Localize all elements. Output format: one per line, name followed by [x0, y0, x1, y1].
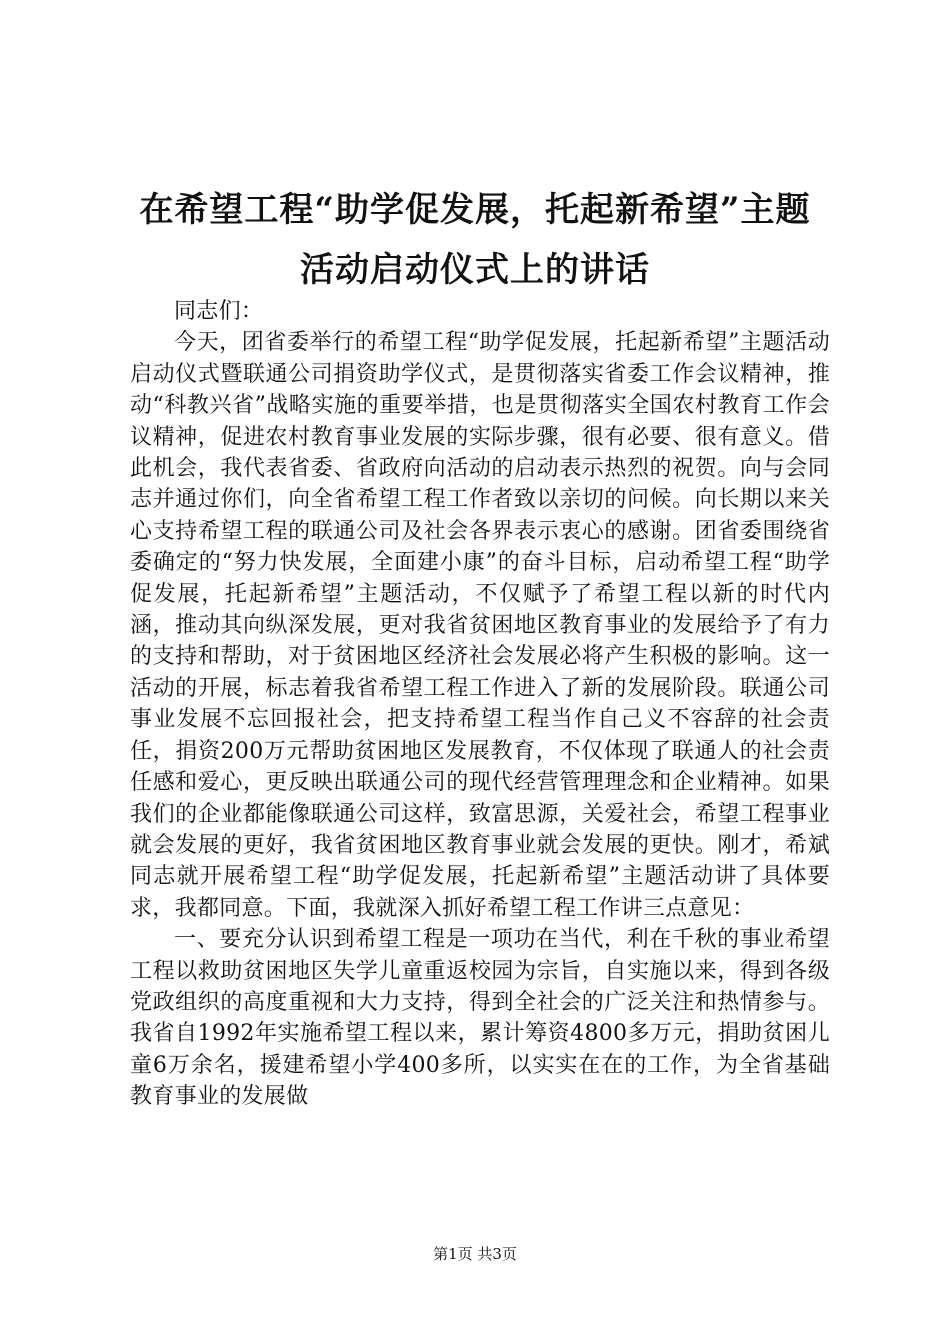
page-number-footer: 第1页 共3页	[433, 1245, 517, 1263]
paragraph-2: 一、要充分认识到希望工程是一项功在当代，利在千秋的事业希望工程以救助贫困地区失学儿童重返校园为宗旨，自实施以来，得到各级党政组织的高度重视和大力支持，得到全社会的广泛关注和热情参与。我省自1992年实施希望工程以来，累计筹资4800多万元，捐助贫困儿童6万余名，援建希望小学400多所，以实实在在的工作，为全省基础教育事业的发展做	[130, 927, 830, 1110]
salutation: 同志们：	[174, 299, 264, 324]
document-title-line-2: 活动启动仪式上的讲话	[300, 250, 650, 290]
document-body	[130, 296, 830, 1113]
document-title-line-1: 在希望工程“助学促发展，托起新希望”主题	[139, 190, 811, 230]
paragraph-1: 今天，团省委举行的希望工程“助学促发展，托起新希望”主题活动启动仪式暨联通公司捐资助学仪式，是贯彻落实省委工作会议精神，推动“科教兴省”战略实施的重要举措，也是贯彻落实全国农村教育工作会议精神，促进农村教育事业发展的实际步骤，很有必要、很有意义。借此机会，我代表省委、省政府向活动的启动表示热烈的祝贺。向与会同志并通过你们，向全省希望工程工作者致以亲切的问候。向长期以来关心支持希望工程的联通公司及社会各界表示衷心的感谢。团省委围绕省委确定的“努力快发展，全面建小康”的奋斗目标，启动希望工程“助学促发展，托起新希望”主题活动，不仅赋予了希望工程以新的时代内涵，推动其向纵深发展，更对我省贫困地区教育事业的发展给予了有力的支持和帮助，对于贫困地区经济社会发展必将产生积极的影响。这一活动的开展，标志着我省希望工程工作进入了新的发展阶段。联通公司事业发展不忘回报社会，把支持希望工程当作自己义不容辞的社会责任，捐资200万元帮助贫困地区发展教育，不仅体现了联通人的社会责任感和爱心，更反映出联通公司的现代经营管理理念和企业精神。如果我们的企业都能像联通公司这样，致富思源，关爱社会，希望工程事业就会发展的更好，我省贫困地区教育事业就会发展的更快。刚才，希斌同志就开展希望工程“助学促发展，托起新希望”主题活动讲了具体要求，我都同意。下面，我就深入抓好希望工程工作讲三点意见：	[130, 330, 830, 921]
